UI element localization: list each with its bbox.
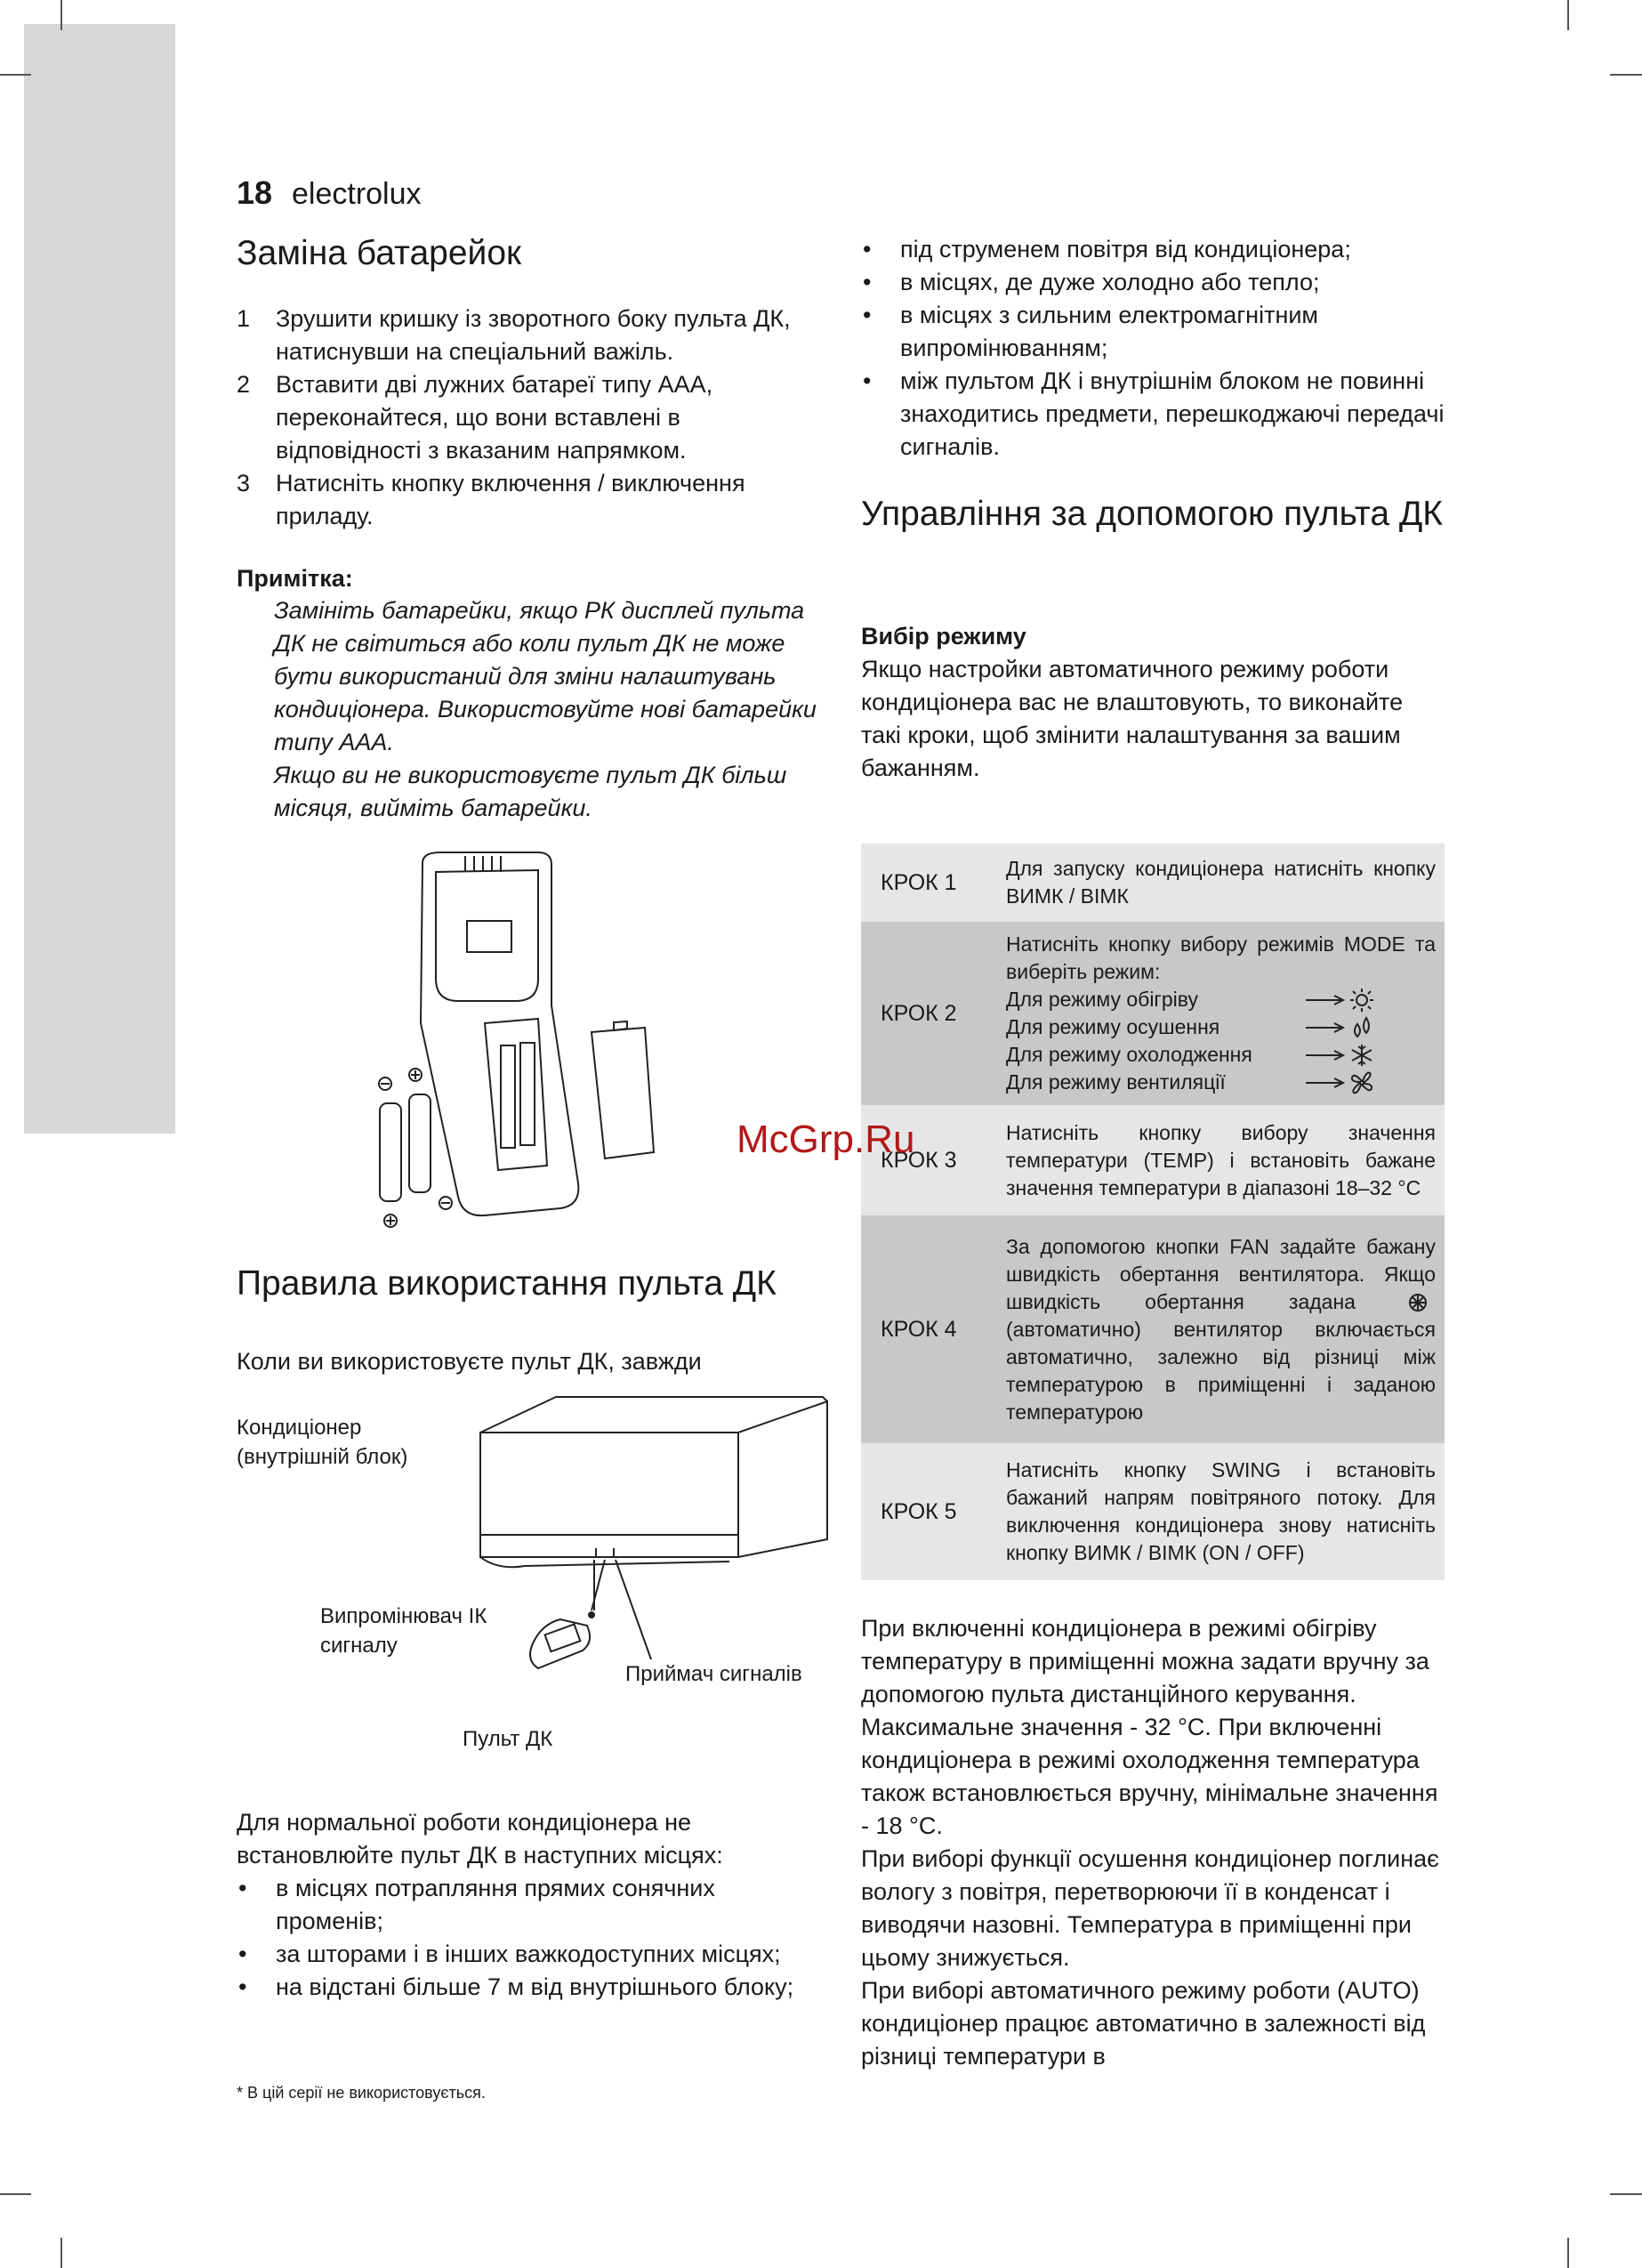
rules-intro: Коли ви використовуєте пульт ДК, завжди [237,1348,702,1375]
batteries-title: Заміна батарейок [237,234,522,272]
page-number: 18 [237,174,273,211]
fan-icon [1348,1070,1375,1095]
mode-label: Для режиму охолодження [1006,1043,1252,1066]
battery-steps [237,303,815,533]
step-text-part: За допомогою кнопки FAN задайте бажану швидкість обертання вентилятора. Якщо швидкість обертання задана [1006,1234,1436,1313]
brand-name: electrolux [292,177,422,211]
step-label: КРОК 3 [881,1147,957,1173]
battery-step [237,467,815,533]
crop-mark [0,74,31,76]
placement-list-right [861,233,1448,464]
list-item: • під струменем повітря від кондиціонера; [861,233,1448,266]
drops-icon [1348,1015,1375,1040]
remote-battery-illustration [360,845,680,1237]
step-label: КРОК 5 [881,1498,957,1524]
crop-mark [1567,0,1569,30]
note-title: Примітка: [237,565,353,592]
footnote: * В цій серії не використовується. [237,2084,486,2102]
table-row [861,1105,1445,1215]
mode-cool [1006,1041,1436,1069]
signal-receiver-label: Приймач сигналів [625,1662,802,1686]
note-paragraph: Якщо ви не використовуєте пульт ДК більш місяця, вийміть батарейки. [274,762,787,821]
step-text: Зрушити кришку із зворотного боку пульта ДК, натиснувши на спеціальний важіль. [276,305,791,365]
crop-mark [60,2238,62,2268]
step-text: Натисніть кнопку включення / виключення приладу. [276,470,745,529]
mode-select-subtitle: Вибір режиму [861,623,1026,650]
arrow-right-icon [1304,994,1348,1006]
mode-label: Для режиму вентиляції [1006,1070,1226,1094]
mode-steps-table [861,843,1445,1580]
snowflake-icon [1348,1043,1375,1068]
crop-mark [1610,2193,1642,2195]
list-item: • в місцях потрапляння прямих сонячних променів; [237,1872,815,1938]
arrow-right-icon [1304,1077,1348,1089]
step-text [1006,1215,1445,1443]
list-item: • в місцях з сильним електромагнітним випромінюванням; [861,299,1448,365]
control-title: Управління за допомогою пульта ДК [861,495,1443,533]
step-instruction: Натисніть кнопку вибору режимів MODE та виберіть режим: [1006,932,1436,983]
sun-icon [1348,988,1375,1013]
watermark: McGrp.Ru [736,1118,915,1161]
step-number: 1 [237,305,251,332]
note-text [274,594,817,825]
step-text [1006,922,1445,1105]
table-row [861,1443,1445,1580]
auto-fan-icon [1405,1292,1430,1313]
closing-paragraph: При включенні кондиціонера в режимі обігріву температуру в приміщенні можна задати вручну за допомогою пульта дистанційного керування. Максимальне значення - 32 °C. При включенні кондиціонера в режимі охолодження температура також встановлюється вручну, мінімальне значення - 18 °C. [861,1615,1438,1839]
remote-label: Пульт ДК [463,1727,553,1751]
ir-emitter-label: Випромінювач ІК сигналу [320,1604,487,1658]
step-label: КРОК 4 [881,1316,957,1342]
crop-mark [0,2193,31,2195]
indoor-unit-label: Кондиціонер (внутрішній блок) [237,1416,408,1469]
table-row [861,922,1445,1105]
mode-heat [1006,986,1436,1013]
table-row [861,1215,1445,1443]
battery-step [237,368,815,467]
step-number: 2 [237,371,251,398]
closing-paragraph: При виборі функції осушення кондиціонер поглинає вологу з повітря, перетворюючи її в конденсат і виводячи назовні. Температура в приміщенні при цьому знижується. [861,1845,1439,1971]
step-text: Натисніть кнопку вибору значення температури (TEMP) і встановіть бажане значення температури в діапазоні 18–32 °C [1006,1120,1436,1199]
table-row [861,843,1445,922]
crop-mark [1610,74,1642,76]
mode-label: Для режиму осушення [1006,1015,1220,1038]
placement-intro: Для нормальної роботи кондиціонера не встановлюйте пульт ДК в наступних місцях: [237,1809,723,1868]
step-text: Для запуску кондиціонера натисніть кнопку ВИМК / ВІМК [1006,857,1436,908]
arrow-right-icon [1304,1021,1348,1034]
list-item: • в місцях, де дуже холодно або тепло; [861,266,1448,299]
step-text: Вставити дві лужних батареї типу ААА, переконайтеся, що вони вставлені в відповідності з вказаним напрямком. [276,371,713,464]
side-color-tab [24,24,175,1134]
list-item: • за шторами і в інших важкодоступних місцях; [237,1938,815,1971]
mode-fan [1006,1069,1436,1096]
crop-mark [1567,2238,1569,2268]
crop-mark [60,0,62,30]
step-label: КРОК 1 [881,869,957,895]
list-item: • між пультом ДК і внутрішнім блоком не повинні знаходитись предмети, перешкоджаючі передачі сигналів. [861,365,1448,464]
closing-paragraph: При виборі автоматичного режиму роботи (AUTO) кондиціонер працює автоматично в залежності від різниці температури в [861,1977,1426,2070]
mode-label: Для режиму обігріву [1006,988,1198,1011]
note-paragraph: Замініть батарейки, якщо РК дисплей пульта ДК не світиться або коли пульт ДК не може бути використаний для зміни налаштувань кондиціонера. Використовуйте нові батарейки типу ААА. [274,597,817,755]
battery-step [237,303,815,368]
rules-title: Правила використання пульта ДК [237,1264,777,1303]
control-intro: Якщо настройки автоматичного режиму роботи кондиціонера вас не влаштовують, то виконайте такі кроки, щоб змінити налаштування за вашим бажанням. [861,656,1404,781]
step-label: КРОК 2 [881,1000,957,1026]
step-text-part: (автоматично) вентилятор включається автоматично, залежно від різниці між температурою в приміщенні і заданою температурою [1006,1317,1436,1424]
mode-dry [1006,1013,1436,1041]
placement-list-left [237,1872,815,2004]
list-item: • на відстані більше 7 м від внутрішнього блоку; [237,1971,815,2004]
closing-text [861,1612,1448,2073]
step-text: Натисніть кнопку SWING і встановіть бажаний напрям повітряного потоку. Для виключення кондиціонера знову натисніть кнопку ВИМК / ВІМК (ON / OFF) [1006,1458,1436,1564]
step-number: 3 [237,470,251,496]
arrow-right-icon [1304,1049,1348,1061]
